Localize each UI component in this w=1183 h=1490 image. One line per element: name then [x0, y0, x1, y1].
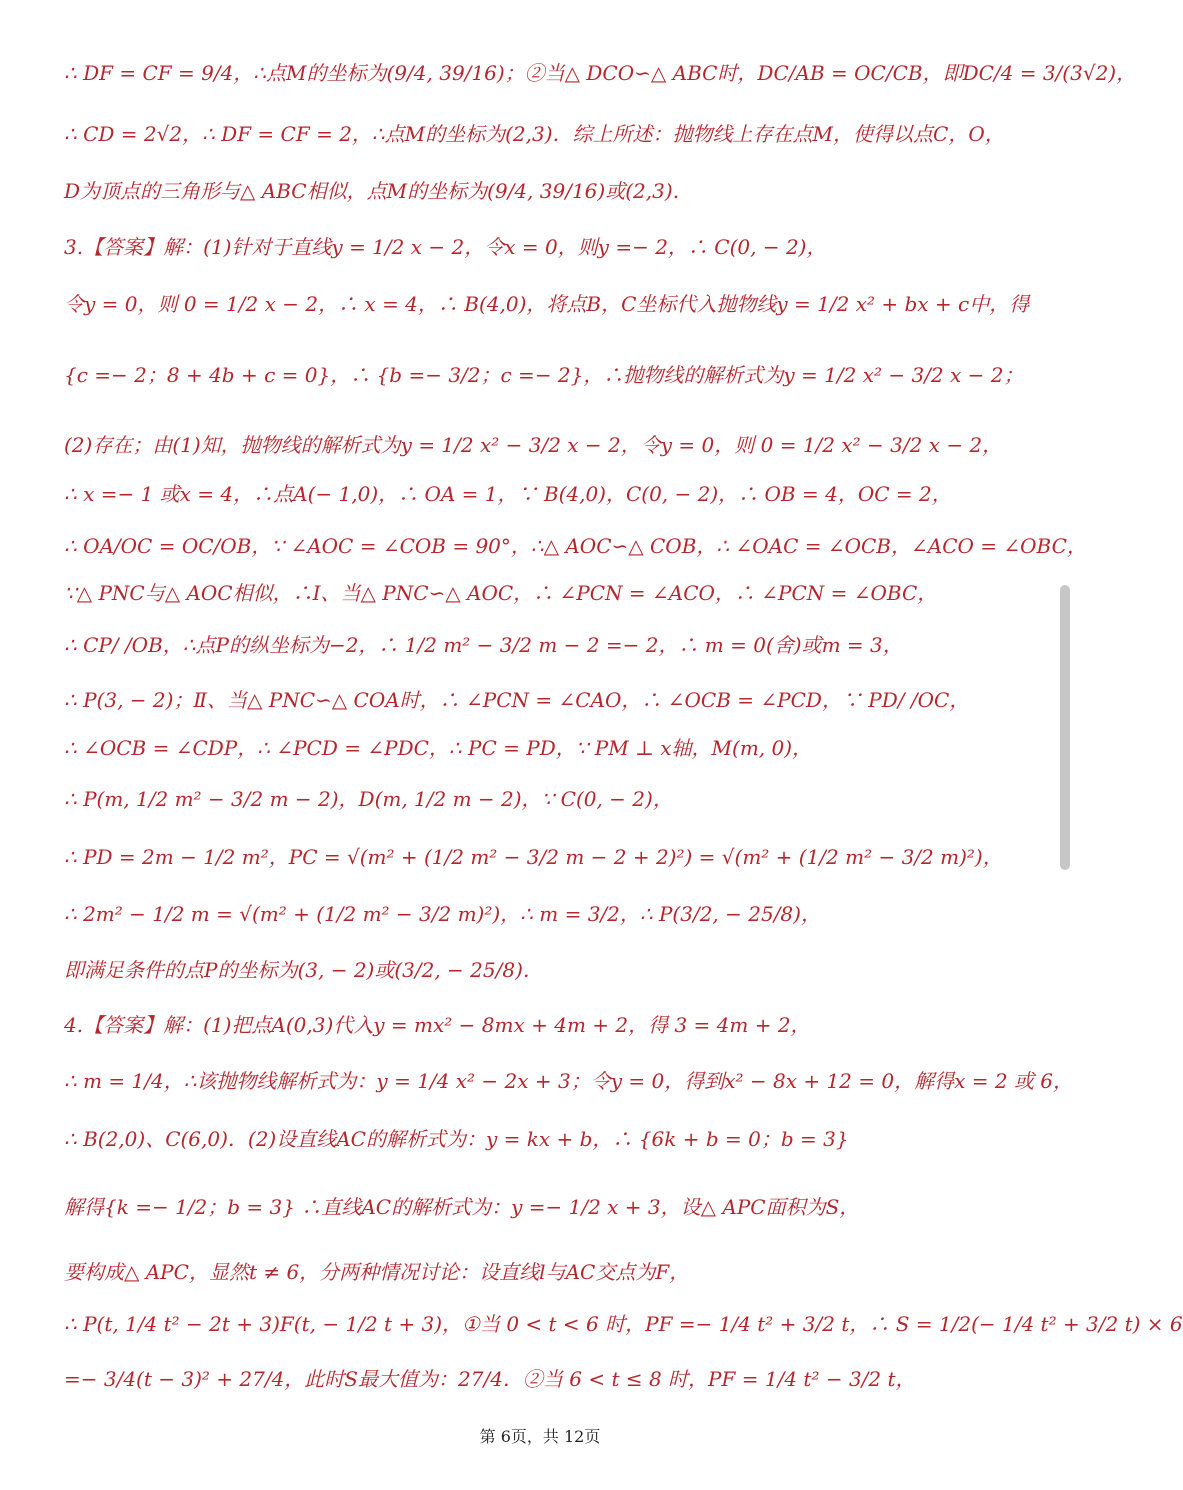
vertical-scrollbar[interactable]: [1060, 585, 1072, 870]
scrollbar-thumb[interactable]: [1060, 585, 1070, 870]
text-line: ∴ OA/OC = OC/OB，∵ ∠AOC = ∠COB = 90°，∴△ AOC∽△ COB，∴ ∠OAC = ∠OCB，∠ACO = ∠OBC，: [64, 534, 1087, 558]
text-line: ∴ PD = 2m − 1/2 m²，PC = √(m² + (1/2 m² − 3/2 m − 2 + 2)²) = √(m² + (1/2 m² − 3/2 m)²)，: [64, 845, 1003, 869]
text-line: ∴ B(2,0)、C(6,0)．(2)设直线AC的解析式为：y = kx + b，∴ {6k + b = 0；b = 3}: [64, 1127, 849, 1151]
answer-heading-4: 4.【答案】解：(1)把点A(0,3)代入y = mx² − 8mx + 4m + 2，得 3 = 4m + 2，: [64, 1013, 811, 1037]
text-line: ∴ P(t, 1/4 t² − 2t + 3)F(t, − 1/2 t + 3)，①当 0 < t < 6 时，PF =− 1/4 t² + 3/2 t，∴ S = 1/2(− 1/4 t² + 3/2 t) × 6: [64, 1312, 1183, 1336]
text-line: 要构成△ APC，显然t ≠ 6，分两种情况讨论：设直线l与AC交点为F，: [64, 1260, 690, 1284]
text-line: ∴ DF = CF = 9/4，∴点M的坐标为(9/4, 39/16)；②当△ DCO∽△ ABC时，DC/AB = OC/CB，即DC/4 = 3/(3√2)，: [64, 61, 1137, 85]
text-line: ∴ x =− 1 或x = 4，∴点A(− 1,0)，∴ OA = 1，∵ B(4,0)，C(0, − 2)，∴ OB = 4，OC = 2，: [64, 482, 952, 506]
text-line: ∴ CP/ /OB，∴点P的纵坐标为−2，∴ 1/2 m² − 3/2 m − 2 =− 2，∴ m = 0(舍)或m = 3，: [64, 633, 903, 657]
text-line: 解得{k =− 1/2；b = 3} ∴直线AC的解析式为：y =− 1/2 x + 3，设△ APC面积为S，: [64, 1195, 860, 1219]
text-line: ∵△ PNC与△ AOC相似，∴Ⅰ、当△ PNC∽△ AOC，∴ ∠PCN = ∠ACO，∴ ∠PCN = ∠OBC，: [64, 581, 938, 605]
text-line: 令y = 0，则 0 = 1/2 x − 2，∴ x = 4，∴ B(4,0)，将点B，C坐标代入抛物线y = 1/2 x² + bx + c中，得: [64, 292, 1030, 316]
text-line: =− 3/4(t − 3)² + 27/4，此时S最大值为：27/4．②当 6 < t ≤ 8 时，PF = 1/4 t² − 3/2 t，: [64, 1367, 916, 1391]
answer-heading-3: 3.【答案】解：(1)针对于直线y = 1/2 x − 2，令x = 0，则y =− 2，∴ C(0, − 2)，: [64, 235, 827, 259]
text-line: ∴ ∠OCB = ∠CDP，∴ ∠PCD = ∠PDC，∴ PC = PD，∵ PM ⊥ x轴，M(m, 0)，: [64, 736, 813, 760]
text-line: ∴ CD = 2√2，∴ DF = CF = 2，∴点M的坐标为(2,3)．综上所述：抛物线上存在点M，使得以点C，O，: [64, 122, 1005, 146]
text-line: D为顶点的三角形与△ ABC相似，点M的坐标为(9/4, 39/16)或(2,3)．: [64, 179, 693, 203]
text-line: ∴ P(m, 1/2 m² − 3/2 m − 2)，D(m, 1/2 m − 2)，∵ C(0, − 2)，: [64, 787, 673, 811]
text-line: ∴ P(3, − 2)；Ⅱ、当△ PNC∽△ COA时，∴ ∠PCN = ∠CAO，∴ ∠OCB = ∠PCD，∵ PD/ /OC，: [64, 688, 970, 712]
text-line: (2)存在；由(1)知，抛物线的解析式为y = 1/2 x² − 3/2 x − 2，令y = 0，则 0 = 1/2 x² − 3/2 x − 2，: [64, 433, 1003, 457]
text-line: 即满足条件的点P的坐标为(3, − 2)或(3/2, − 25/8)．: [64, 958, 543, 982]
page-footer: 第 6页，共 12页: [479, 1427, 601, 1446]
text-line: ∴ 2m² − 1/2 m = √(m² + (1/2 m² − 3/2 m)²)，∴ m = 3/2，∴ P(3/2, − 25/8)，: [64, 902, 821, 926]
text-line: ∴ m = 1/4，∴该抛物线解析式为：y = 1/4 x² − 2x + 3；令y = 0，得到x² − 8x + 12 = 0，解得x = 2 或 6，: [64, 1069, 1074, 1093]
equation-system-line: {c =− 2；8 + 4b + c = 0}，∴ {b =− 3/2；c =− 2}，∴抛物线的解析式为y = 1/2 x² − 3/2 x − 2；: [64, 363, 1024, 387]
